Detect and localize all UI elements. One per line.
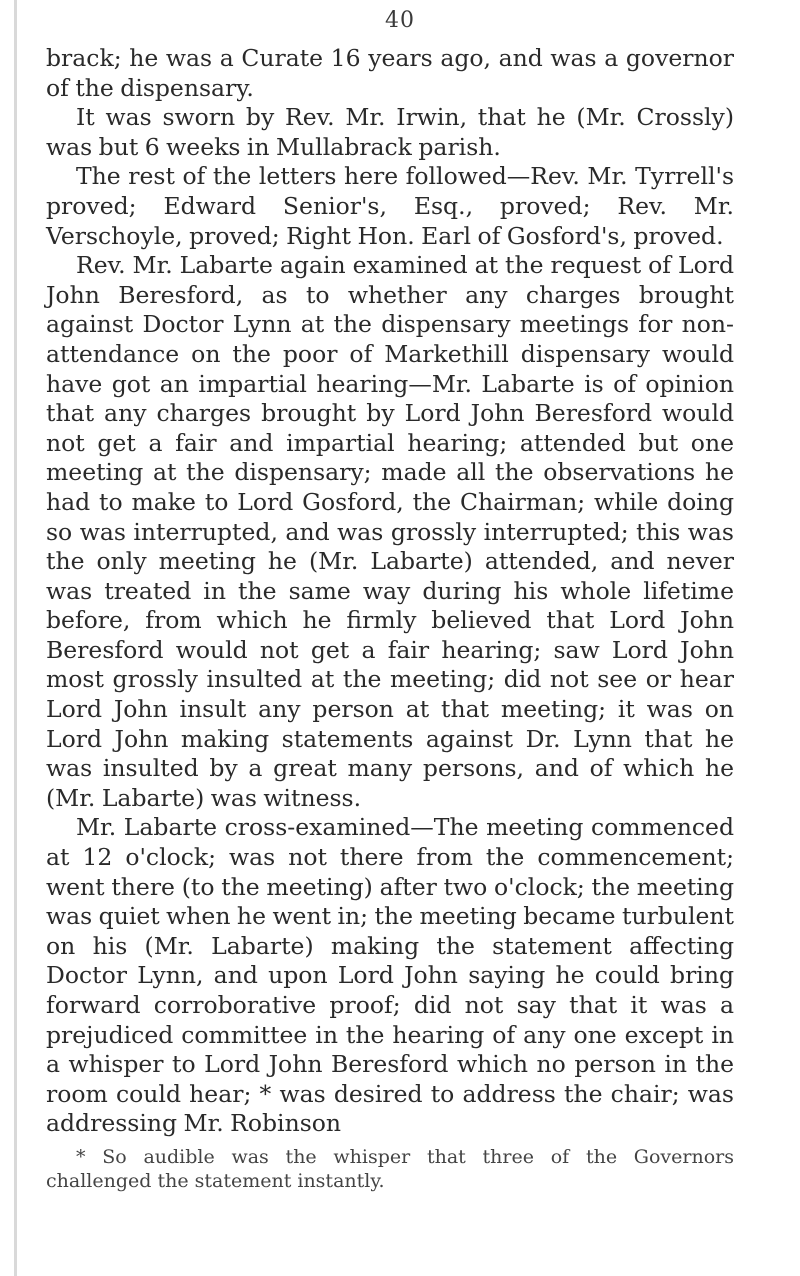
paragraph-5: Mr. Labarte cross-examined—The meeting commenced at 12 o'clock; was not there from the commencement; went there (to the meeting) after two o'clock; the meeting was quiet when he went in; the meeting became turbulent on his (Mr. Labarte) making the statement affecting Doctor Lynn, and upon Lord John saying he could bring forward corroborative proof; did not say that it was a prejudiced committee in the hearing of any one except in a whisper to Lord John Beresford which no person in the room could hear; * was desired to address the chair; was addressing Mr. Robinson	[46, 813, 734, 1138]
paragraph-1: brack; he was a Curate 16 years ago, and was a governor of the dispensary.	[46, 44, 734, 102]
paragraph-4: Rev. Mr. Labarte again examined at the request of Lord John Beresford, as to whether any charges brought against Doctor Lynn at the dispensary meetings for non-attendance on the poor of Markethill dispensary would have got an impartial hearing—Mr. Labarte is of opinion that any charges brought by Lord John Beresford would not get a fair and impartial hearing; attended but one meeting at the dispensary; made all the observations he had to make to Lord Gosford, the Chairman; while doing so was interrupted, and was grossly interrupted; this was the only meeting he (Mr. Labarte) attended, and never was treated in the same way during his whole lifetime before, from which he firmly believed that Lord John Beresford would not get a fair hearing; saw Lord John most grossly insulted at the meeting; did not see or hear Lord John insult any person at that meeting; it was on Lord John making statements against Dr. Lynn that he was insulted by a great many persons, and of which he (Mr. Labarte) was witness.	[46, 251, 734, 812]
footnote: * So audible was the whisper that three of the Governors challenged the statement instantly.	[46, 1145, 734, 1192]
body-text	[46, 44, 734, 1193]
paragraph-3: The rest of the letters here followed—Rev. Mr. Tyrrell's proved; Edward Senior's, Esq., proved; Rev. Mr. Verschoyle, proved; Right Hon. Earl of Gosford's, proved.	[46, 162, 734, 250]
page-number: 40	[385, 8, 415, 33]
paragraph-2: It was sworn by Rev. Mr. Irwin, that he (Mr. Crossly) was but 6 weeks in Mullabrack parish.	[46, 103, 734, 161]
page-edge-shadow	[14, 0, 17, 1276]
